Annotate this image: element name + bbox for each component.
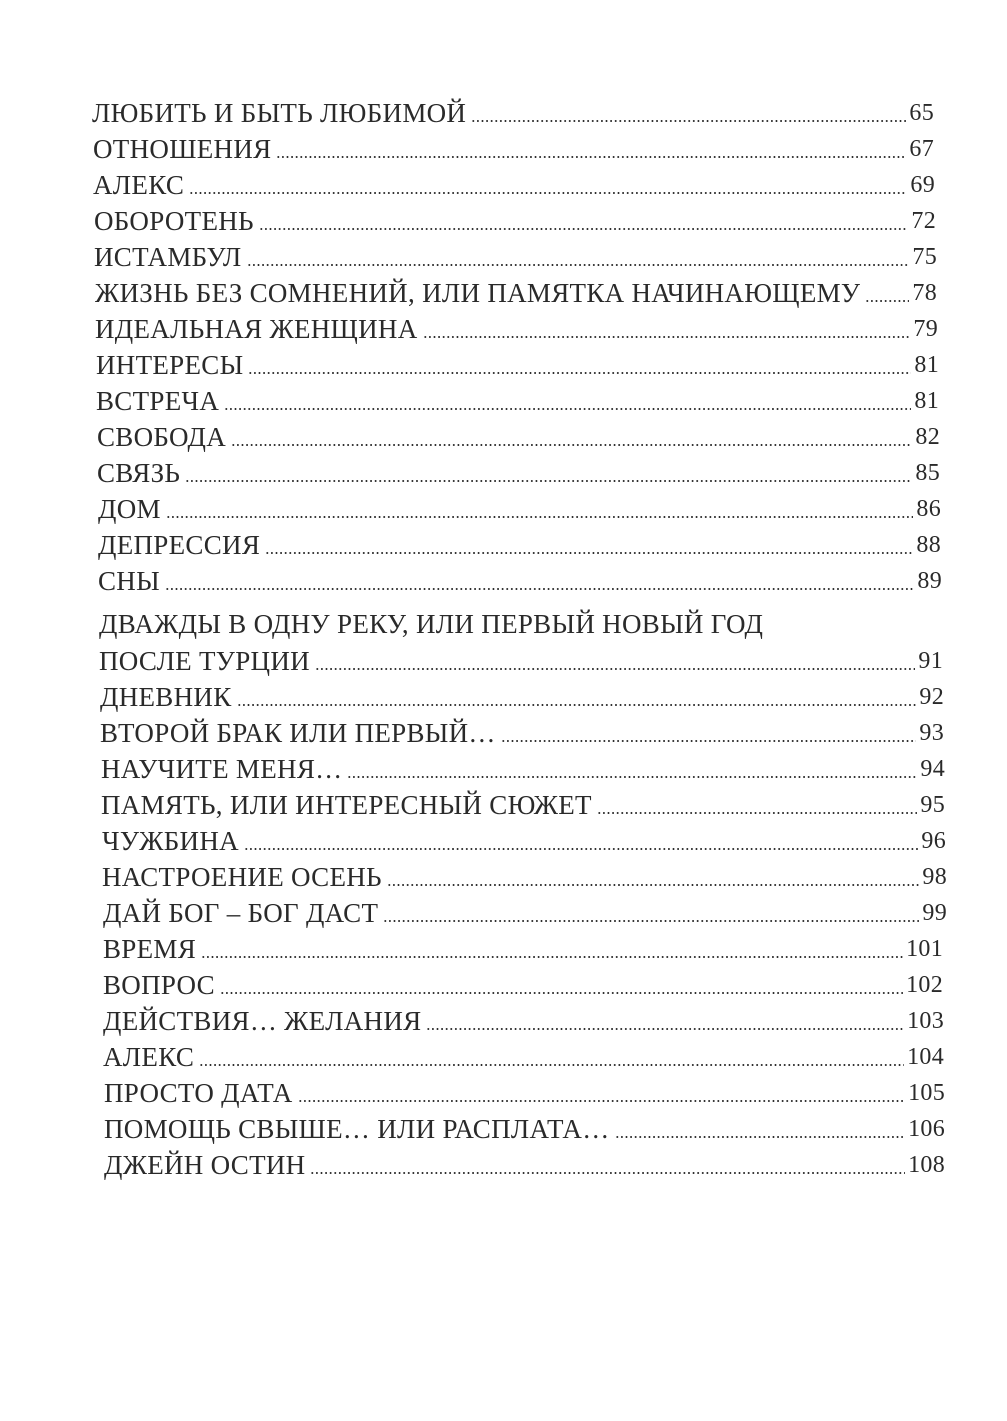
toc-entry xyxy=(96,346,939,380)
toc-entry-page: 75 xyxy=(912,244,937,270)
toc-entry-title: ВРЕМЯ xyxy=(103,934,197,964)
toc-entry xyxy=(98,562,942,596)
toc-entry-title: ЧУЖБИНА xyxy=(102,826,239,856)
toc-entry-title: НАУЧИТЕ МЕНЯ… xyxy=(101,754,343,784)
dot-leader xyxy=(501,740,917,742)
toc-entry xyxy=(104,1146,945,1180)
toc-entry-title: АЛЕКС xyxy=(93,170,185,200)
toc-entry xyxy=(97,454,940,488)
toc-entry-page: 82 xyxy=(915,424,940,450)
toc-entry-page: 102 xyxy=(906,972,943,998)
toc-entry-page: 93 xyxy=(919,720,944,746)
dot-leader xyxy=(597,812,918,814)
toc-entry-title: ПОСЛЕ ТУРЦИИ xyxy=(99,646,310,676)
toc-entry xyxy=(99,642,943,676)
dot-leader xyxy=(165,588,914,590)
toc-entry-title: ВОПРОС xyxy=(103,970,215,1000)
toc-entry xyxy=(104,1110,945,1144)
toc-entry-page: 81 xyxy=(914,388,939,414)
dot-leader xyxy=(347,776,917,778)
toc-entry-page: 101 xyxy=(906,936,943,962)
dot-leader xyxy=(865,300,909,302)
dot-leader xyxy=(259,228,909,230)
toc-entry-page: 79 xyxy=(913,316,938,342)
toc-entry xyxy=(103,894,947,928)
toc-entry-page: 69 xyxy=(910,172,935,198)
dot-leader xyxy=(185,480,912,482)
dot-leader xyxy=(237,704,917,706)
dot-leader xyxy=(231,444,912,446)
toc-entry-page: 94 xyxy=(920,756,945,782)
toc-entry-title: ИНТЕРЕСЫ xyxy=(96,350,244,380)
toc-entry-title: ВТОРОЙ БРАК ИЛИ ПЕРВЫЙ… xyxy=(100,718,496,748)
dot-leader xyxy=(471,120,906,122)
toc-entry xyxy=(103,966,943,1000)
toc-entry-page: 89 xyxy=(917,568,942,594)
dot-leader xyxy=(201,956,903,958)
dot-leader xyxy=(315,668,915,670)
toc-entry-title: ОТНОШЕНИЯ xyxy=(93,134,272,164)
toc-entry-page: 99 xyxy=(922,900,947,926)
dot-leader xyxy=(310,1172,905,1174)
toc-entry xyxy=(98,490,941,524)
toc-entry-title: АЛЕКС xyxy=(103,1042,195,1072)
toc-entry xyxy=(101,750,945,784)
toc-entry xyxy=(94,202,936,236)
toc-entry-page: 67 xyxy=(909,136,934,162)
toc-entry-title: ДНЕВНИК xyxy=(100,682,232,712)
toc-entry-page: 95 xyxy=(920,792,945,818)
toc-entry-title: НАСТРОЕНИЕ ОСЕНЬ xyxy=(102,862,382,892)
toc-entry-title: ДЖЕЙН ОСТИН xyxy=(104,1150,306,1180)
dot-leader xyxy=(383,920,919,922)
toc-entry-title: ВСТРЕЧА xyxy=(96,386,220,416)
toc-entry xyxy=(104,1074,945,1108)
dot-leader xyxy=(199,1064,904,1066)
dot-leader xyxy=(224,408,911,410)
toc-entry xyxy=(93,130,934,164)
dot-leader xyxy=(387,884,920,886)
dot-leader xyxy=(166,516,914,518)
dot-leader xyxy=(220,992,903,994)
toc-entry-title: ИСТАМБУЛ xyxy=(94,242,242,272)
toc-entry-page: 86 xyxy=(916,496,941,522)
toc-entry-title: ДАЙ БОГ – БОГ ДАСТ xyxy=(103,898,379,928)
dot-leader xyxy=(276,156,906,158)
toc-entry xyxy=(103,1038,944,1072)
toc-entry-page: 81 xyxy=(914,352,939,378)
toc-entry xyxy=(96,382,939,416)
toc-entry xyxy=(98,526,941,560)
toc-entry xyxy=(93,166,935,200)
toc-entry-page: 98 xyxy=(922,864,947,890)
toc-entry xyxy=(97,418,940,452)
toc-entry xyxy=(92,94,934,128)
toc-entry-title: ОБОРОТЕНЬ xyxy=(94,206,254,236)
toc-entry-page: 103 xyxy=(907,1008,944,1034)
dot-leader xyxy=(248,372,911,374)
toc-entry xyxy=(101,786,945,820)
dot-leader xyxy=(189,192,907,194)
dot-leader xyxy=(423,336,911,338)
toc-entry xyxy=(100,714,944,748)
toc-entry xyxy=(102,858,947,892)
toc-entry-title: ДЕПРЕССИЯ xyxy=(98,530,261,560)
toc-entry-title: ДВАЖДЫ В ОДНУ РЕКУ, ИЛИ ПЕРВЫЙ НОВЫЙ ГОД xyxy=(99,609,764,639)
toc-entry xyxy=(103,930,943,964)
toc-entry xyxy=(103,1002,944,1036)
toc-entry-title: ИДЕАЛЬНАЯ ЖЕНЩИНА xyxy=(95,314,418,344)
toc-entry xyxy=(102,822,946,856)
dot-leader xyxy=(615,1136,906,1138)
toc-entry-title: СВОБОДА xyxy=(97,422,227,452)
dot-leader xyxy=(244,848,918,850)
toc-entry-title: ПОМОЩЬ СВЫШЕ… ИЛИ РАСПЛАТА… xyxy=(104,1114,610,1144)
toc-entry-page: 78 xyxy=(912,280,937,306)
toc-entry xyxy=(99,605,943,639)
toc-entry xyxy=(95,310,938,344)
toc-entry-page: 88 xyxy=(916,532,941,558)
toc-entry-page: 105 xyxy=(908,1080,945,1106)
dot-leader xyxy=(426,1028,904,1030)
toc-entry-page: 106 xyxy=(908,1116,945,1142)
toc-entry-title: ДЕЙСТВИЯ… ЖЕЛАНИЯ xyxy=(103,1006,422,1036)
toc-entry-title: ДОМ xyxy=(98,494,161,524)
toc-entry-page: 65 xyxy=(909,100,934,126)
toc-entry-title: ЖИЗНЬ БЕЗ СОМНЕНИЙ, ИЛИ ПАМЯТКА НАЧИНАЮЩЕМУ xyxy=(95,278,861,308)
toc-entry-title: ПАМЯТЬ, ИЛИ ИНТЕРЕСНЫЙ СЮЖЕТ xyxy=(101,790,592,820)
toc-entry-page: 96 xyxy=(921,828,946,854)
toc-entry xyxy=(94,238,937,272)
toc-entry-page: 92 xyxy=(919,684,944,710)
toc-entry-page: 91 xyxy=(918,648,943,674)
dot-leader xyxy=(298,1100,906,1102)
toc-entry xyxy=(95,274,937,308)
dot-leader xyxy=(247,264,910,266)
toc-entry-title: СВЯЗЬ xyxy=(97,458,181,488)
toc-entry xyxy=(100,678,944,712)
toc-entry-title: ПРОСТО ДАТА xyxy=(104,1078,293,1108)
toc-entry-title: ЛЮБИТЬ И БЫТЬ ЛЮБИМОЙ xyxy=(92,98,467,128)
toc-entry-title: СНЫ xyxy=(98,566,160,596)
toc-entry-page: 104 xyxy=(907,1044,944,1070)
toc-entry-page: 72 xyxy=(911,208,936,234)
toc-entry-page: 108 xyxy=(908,1152,945,1178)
dot-leader xyxy=(265,552,913,554)
toc-entry-page: 85 xyxy=(915,460,940,486)
